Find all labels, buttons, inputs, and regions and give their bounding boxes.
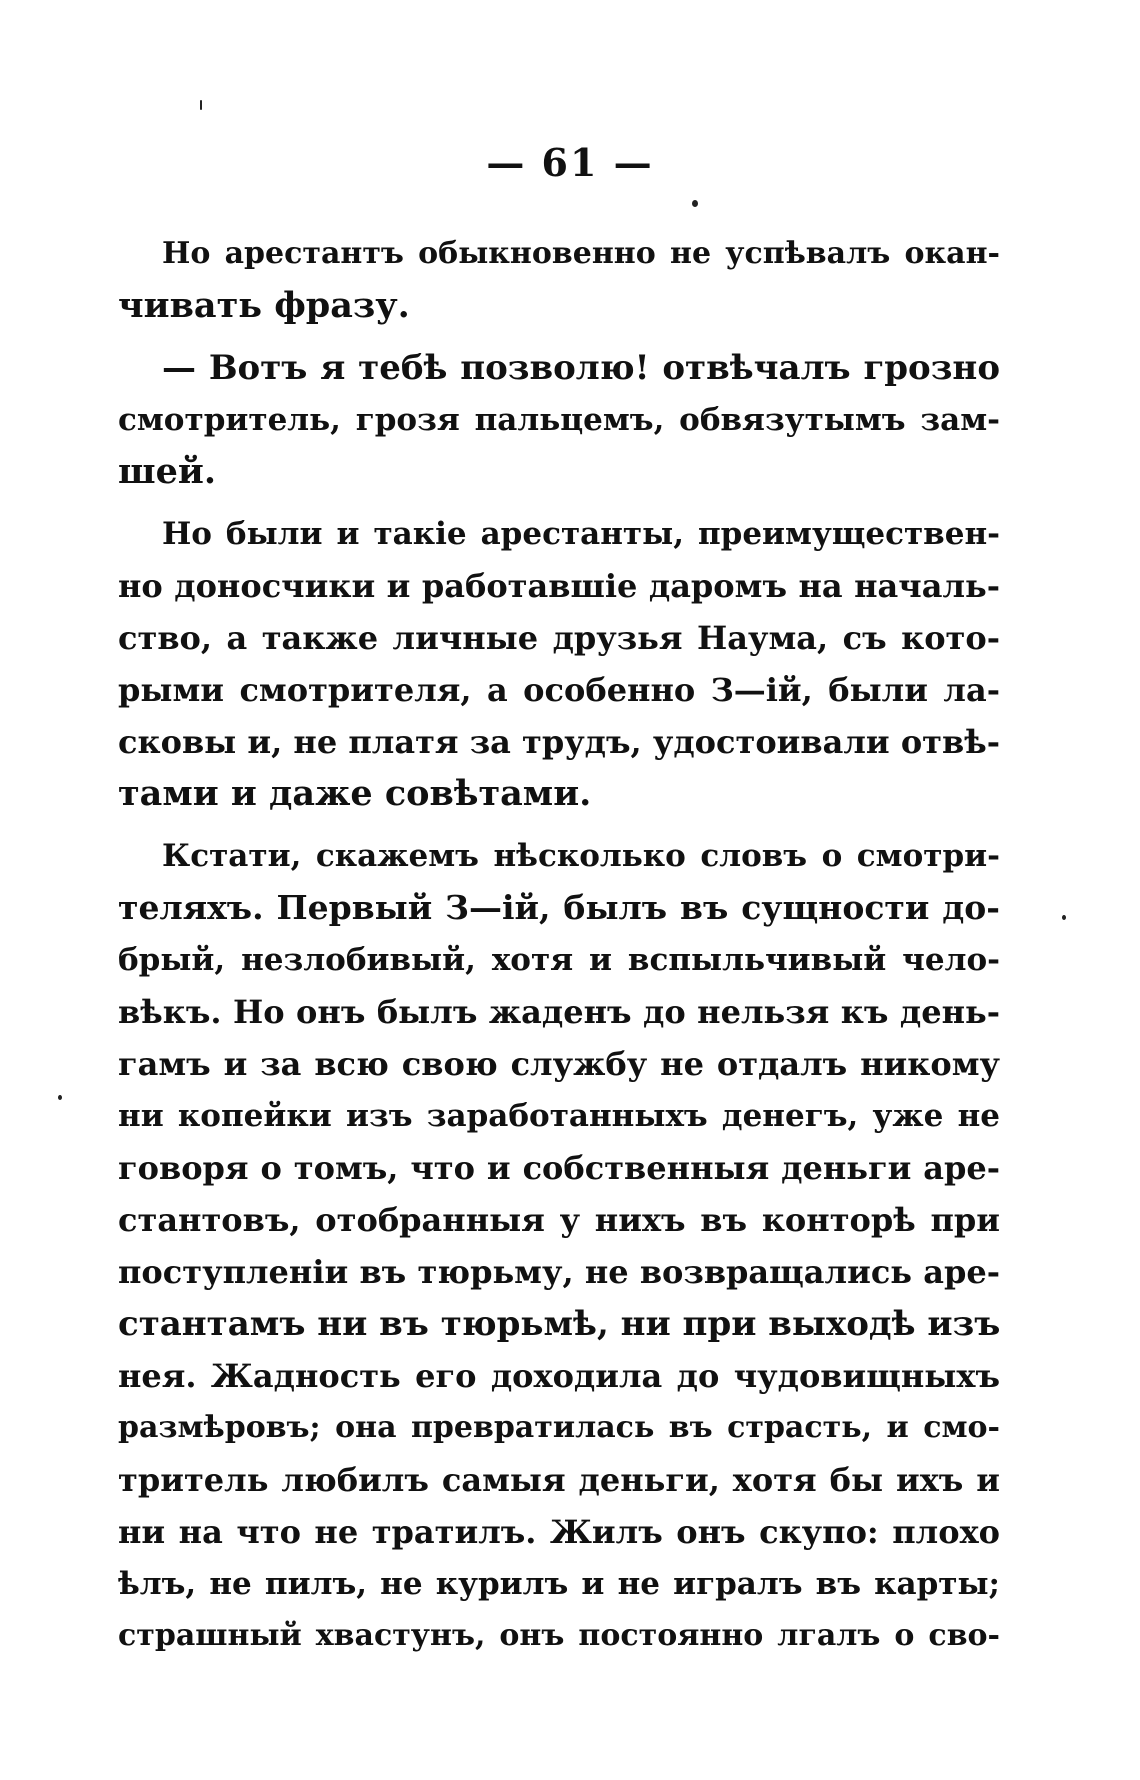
text-line: стантовъ, отобранныя у нихъ въ конторѣ при <box>118 1201 1000 1239</box>
body-text <box>118 228 1000 1662</box>
scan-speck <box>58 1095 62 1100</box>
text-line: теляхъ. Первый З—ій, былъ въ сущности до- <box>118 888 1000 927</box>
text-line: тритель любилъ самыя деньги, хотя бы ихъ и <box>118 1461 1000 1499</box>
paragraph-1 <box>118 228 1000 332</box>
scan-speck <box>200 100 202 110</box>
paragraph-3 <box>118 508 1000 820</box>
scan-speck <box>1062 915 1066 920</box>
text-line: ни копейки изъ заработанныхъ денегъ, уже не <box>118 1098 1000 1134</box>
text-line: ѣлъ, не пилъ, не курилъ и не игралъ въ карты; <box>118 1566 1000 1602</box>
page-number: — 61 — <box>486 140 654 185</box>
text-line: Кстати, скажемъ нѣсколько словъ о смотри- <box>162 838 1000 874</box>
text-line: смотритель, грозя пальцемъ, обвязутымъ зам- <box>118 402 1000 438</box>
text-line: вѣкъ. Но онъ былъ жаденъ до нельзя къ день- <box>118 993 1000 1031</box>
text-line: тами и даже совѣтами. <box>118 773 592 814</box>
text-line: чивать фразу. <box>118 285 410 326</box>
text-line: Но были и такіе арестанты, преимуществен- <box>162 516 1000 552</box>
text-line: брый, незлобивый, хотя и вспыльчивый чело- <box>118 942 1000 978</box>
paragraph-4 <box>118 830 1000 1662</box>
text-line: шей. <box>118 451 217 492</box>
text-line: поступленіи въ тюрьму, не возвращались аре- <box>118 1253 1000 1291</box>
paragraph-2 <box>118 342 1000 498</box>
text-line: ство, а также личные друзья Наума, съ кото- <box>118 619 1000 657</box>
text-line: Но арестантъ обыкновенно не успѣвалъ окан- <box>162 236 1000 271</box>
scan-speck <box>692 200 698 207</box>
text-line: стантамъ ни въ тюрьмѣ, ни при выходѣ изъ <box>118 1304 1001 1344</box>
text-line: — Вотъ я тебѣ позволю! отвѣчалъ грозно <box>162 348 1000 388</box>
text-line: говоря о томъ, что и собственныя деньги аре- <box>118 1149 1000 1187</box>
text-line: размѣровъ; она превратилась въ страсть, и смо- <box>118 1410 1000 1445</box>
text-line: рыми смотрителя, а особенно З—ій, были ла- <box>118 671 1000 709</box>
text-line: страшный хвастунъ, онъ постоянно лгалъ о сво- <box>118 1618 1000 1653</box>
text-line: сковы и, не платя за трудъ, удостоивали отвѣ- <box>118 723 1000 761</box>
text-line: ни на что не тратилъ. Жилъ онъ скупо: плохо <box>118 1513 1000 1551</box>
text-line: нея. Жадность его доходила до чудовищныхъ <box>118 1357 1000 1395</box>
text-line: но доносчики и работавшіе даромъ на началь- <box>118 567 1000 605</box>
text-line: гамъ и за всю свою службу не отдалъ никому <box>118 1045 1000 1083</box>
